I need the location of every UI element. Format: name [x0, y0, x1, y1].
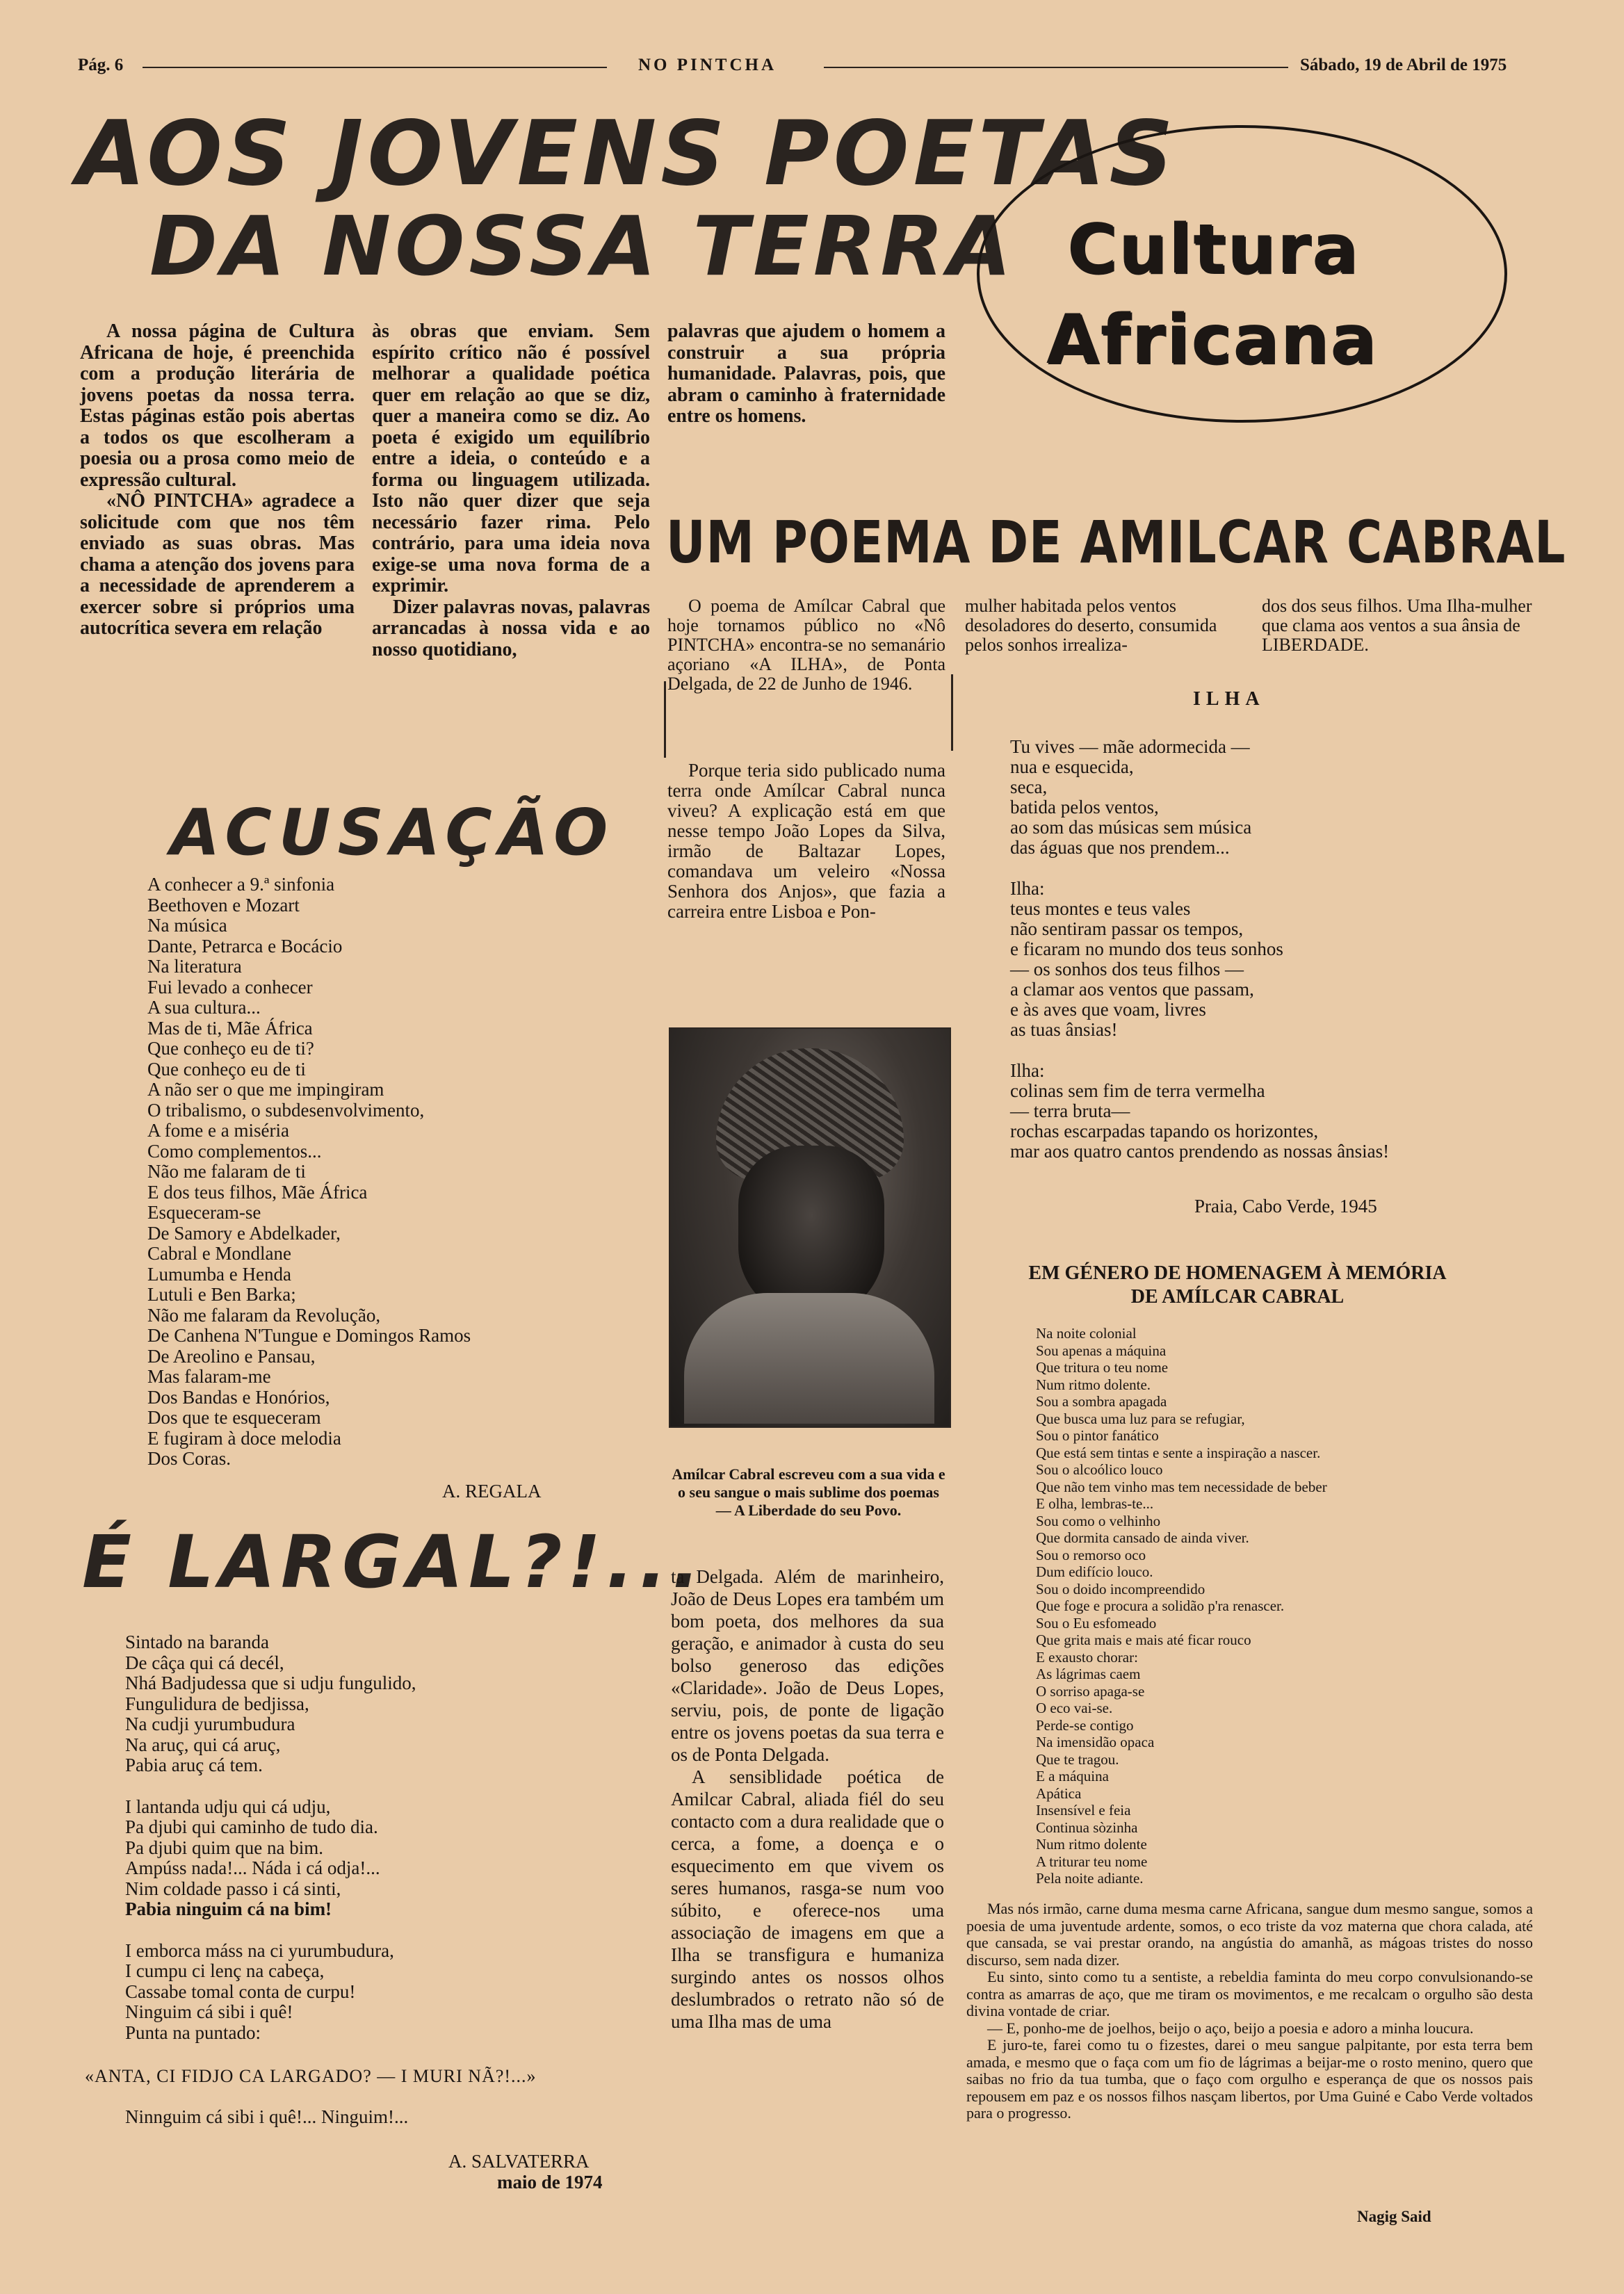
- poem-line: Lumumba e Henda: [147, 1263, 291, 1285]
- poem-line: Na música: [147, 915, 227, 936]
- poem-line: E a máquina: [1036, 1768, 1109, 1784]
- poem-line: A conhecer a 9.ª sinfonia: [147, 874, 335, 895]
- poem-line: Na literatura: [147, 956, 242, 977]
- intro-column-1: [80, 321, 355, 640]
- poem-line: Na cudji yurumbudura: [125, 1714, 295, 1734]
- poem-line: A triturar teu nome: [1036, 1853, 1148, 1870]
- poem-line: Dos que te esqueceram: [147, 1407, 321, 1428]
- poem-line: Apática: [1036, 1784, 1082, 1802]
- intro-paragraph: às obras que enviam. Sem espírito crítico não é possível melhorar a qualidade poética quer em relação ao que se diz, quer a maneira como se diz. Ao poeta é exigido um equilíbrio entre a ideia, o conteúdo e a forma ou linguagem utilizada. Isto não quer dizer que seja necessário fazer rima. Pelo contrário, para uma ideia nova exige-se uma nova forma de a exprimir.: [372, 320, 650, 596]
- poem-line: Perde-se contigo: [1036, 1716, 1134, 1734]
- poem-line: não sentiram passar os tempos,: [1010, 918, 1244, 939]
- poem-line: Que tritura o teu nome: [1036, 1359, 1169, 1376]
- issue-date: Sábado, 19 de Abril de 1975: [1300, 56, 1507, 74]
- poem-line: Insensível e feia: [1036, 1802, 1131, 1819]
- largal-author: A. SALVATERRA: [448, 2151, 590, 2172]
- poem-line: De Areolino e Pansau,: [147, 1345, 316, 1367]
- prose-paragraph: Eu sinto, sinto como tu a sentiste, a rebeldia faminta do meu corpo convulsionando-se contra as amarras de aço, que me tiram os movimentos, e me recalcam o orgulho são desta divina vontade de criar.: [966, 1968, 1533, 2019]
- poem-line: Que dormita cansado de ainda viver.: [1036, 1529, 1249, 1546]
- cabral-headline: UM POEMA DE AMILCAR CABRAL: [666, 508, 1566, 576]
- ilha-title: ILHA: [1193, 688, 1265, 710]
- poem-line: E dos teus filhos, Mãe África: [147, 1181, 368, 1203]
- poem-line: Ninguim cá sibi i quê!: [125, 2001, 293, 2022]
- photo-shirt: [684, 1293, 934, 1424]
- poem-line: Pa djubi quim que na bim.: [125, 1837, 323, 1858]
- culture-badge-line2: Africana: [1046, 300, 1378, 380]
- photo-caption: Amílcar Cabral escreveu com a sua vida e o seu sangue o mais sublime dos poemas — A Liberdade do seu Povo.: [672, 1465, 945, 1519]
- poem-line: Que foge e procura a solidão p'ra renascer.: [1036, 1597, 1285, 1614]
- poem-line: A sua cultura...: [147, 997, 261, 1018]
- poem-line: Ilha:: [1010, 1060, 1045, 1081]
- poem-line: Sou o pintor fanático: [1036, 1427, 1159, 1444]
- culture-badge-line1: Cultura: [1067, 210, 1360, 289]
- poem-line: Sou o doido incompreendido: [1036, 1580, 1205, 1597]
- poem-line: E fugiram à doce melodia: [147, 1427, 341, 1449]
- poem-line: E exausto chorar:: [1036, 1648, 1138, 1666]
- poem-line: O sorriso apaga-se: [1036, 1682, 1145, 1700]
- poem-line: Lutuli e Ben Barka;: [147, 1284, 296, 1305]
- acusacao-poem: [147, 875, 471, 1470]
- poem-line: Sou a sombra apagada: [1036, 1393, 1167, 1410]
- cabral-paragraph: mulher habitada pelos ventos desoladores do deserto, consumida pelos sonhos irrealiza-: [965, 596, 1217, 655]
- poem-line: Sou o remorso oco: [1036, 1546, 1146, 1563]
- poem-line: Na noite colonial: [1036, 1325, 1137, 1342]
- poem-line: Na imensidão opaca: [1036, 1734, 1155, 1750]
- homenagem-author: Nagig Said: [1357, 2208, 1431, 2225]
- ilha-place: Praia, Cabo Verde, 1945: [1194, 1196, 1377, 1217]
- poem-line: De Samory e Abdelkader,: [147, 1222, 341, 1244]
- poem-line: a clamar aos ventos que passam,: [1010, 979, 1254, 1000]
- poem-line: Fungulidura de bedjissa,: [125, 1693, 309, 1714]
- homenagem-title-line2: DE AMÍLCAR CABRAL: [1130, 1286, 1345, 1308]
- poem-line: Como complementos...: [147, 1140, 322, 1162]
- cabral-column-1-continued: [671, 1565, 944, 2033]
- poem-line: Pela noite adiante.: [1036, 1870, 1144, 1887]
- poem-line: I lantanda udju qui cá udju,: [125, 1796, 331, 1817]
- poem-line: — terra bruta—: [1010, 1100, 1130, 1121]
- poem-line: colinas sem fim de terra vermelha: [1010, 1080, 1265, 1101]
- acusacao-author: A. REGALA: [442, 1481, 542, 1502]
- amilcar-cabral-photo: [669, 1027, 951, 1428]
- poem-line: seca,: [1010, 776, 1048, 797]
- poem-line: Esqueceram-se: [147, 1202, 261, 1223]
- poem-line: Mas de ti, Mãe África: [147, 1017, 313, 1039]
- poem-line: As lágrimas caem: [1036, 1666, 1141, 1682]
- poem-line: Pa djubi qui caminho de tudo dia.: [125, 1816, 378, 1837]
- header-rule-left: [143, 67, 607, 68]
- poem-line: I emborca máss na ci yurumbudura,: [125, 1939, 394, 1961]
- cabral-column-3: [1262, 596, 1540, 655]
- cabral-paragraph: A sensiblidade poética de Amilcar Cabral, aliada fiél do seu contacto com a dura realidade que o cerca, a fome, a doença e o esquecimento em que vivem os seres humanos, rasga-se num voo súbito, e oferece-nos uma associação de imagens em que a Ilha se transfigura e humaniza surgindo antes os nossos olhos deslumbrados o retrato não só de uma Ilha mas de uma: [671, 1766, 944, 2032]
- poem-line: Sou apenas a máquina: [1036, 1342, 1167, 1359]
- poem-line: Sou o alcoólico louco: [1036, 1461, 1163, 1478]
- intro-paragraph: A nossa página de Cultura Africana de hoje, é preenchida com a produção literária de jovens poetas da nossa terra. Estas páginas estão pois abertas a todos os que escolheram a poesia ou a prosa como meio de expressão cultural.: [80, 320, 355, 491]
- poem-line: Dos Coras.: [147, 1448, 231, 1469]
- poem-line: Que grita mais e mais até ficar rouco: [1036, 1632, 1251, 1648]
- poem-line: Punta na puntado:: [125, 2022, 261, 2043]
- poem-line: De Canhena N'Tungue e Domingos Ramos: [147, 1325, 471, 1346]
- intro-paragraph: palavras que ajudem o homem a construir a sua própria humanidade. Palavras, pois, que abram o caminho à fraternidade entre os homens.: [667, 320, 945, 427]
- poem-line: ao som das músicas sem música: [1010, 817, 1252, 838]
- cabral-intro: [667, 596, 945, 694]
- homenagem-poem: [1036, 1325, 1327, 1887]
- poem-line: mar aos quatro cantos prendendo as nossas ânsias!: [1010, 1141, 1390, 1162]
- prose-paragraph: — E, ponho-me de joelhos, beijo o aço, beijo a poesia e adoro a minha loucura.: [987, 2019, 1474, 2037]
- acusacao-title: ACUSAÇÃO: [170, 795, 615, 870]
- poem-line: Nim coldade passo i cá sinti,: [125, 1878, 341, 1899]
- poem-line: — os sonhos dos teus filhos —: [1010, 959, 1244, 979]
- largal-quote: «ANTA, CI FIDJO CA LARGADO? — I MURI NÃ?!...»: [85, 2066, 537, 2086]
- poem-line: Pabia aruç cá tem.: [125, 1755, 263, 1775]
- poem-line: Dum edifício louco.: [1036, 1563, 1153, 1580]
- newspaper-name: NO PINTCHA: [638, 56, 777, 74]
- poem-line: Nhá Badjudessa que si udju fungulido,: [125, 1673, 416, 1693]
- poem-line: Fui levado a conhecer: [147, 976, 313, 998]
- poem-line: Não me falaram da Revolução,: [147, 1304, 381, 1326]
- poem-line: Ilha:: [1010, 878, 1045, 899]
- prose-paragraph: E juro-te, farei como tu o fizestes, darei o meu sangue palpitante, por esta terra bem amada, e mesmo que o faça com um fio de lágrimas a beijar-me o rosto menino, quero que saibas no frio da tua tumba, que o faço com orgulho e esperança de que os nossos pais repousem em paz e os nossos filhos nasçam libertos, por Uma Guiné e Cabo Verde voltados para o progresso.: [966, 2036, 1533, 2122]
- intro-column-3: [667, 321, 945, 428]
- poem-line: Dante, Petrarca e Bocácio: [147, 935, 343, 957]
- poem-line: Sintado na baranda: [125, 1632, 269, 1652]
- cabral-paragraph: O poema de Amílcar Cabral que hoje tornamos público no «Nô PINTCHA» encontra-se no semanário açoriano «A ILHA», de Ponta Delgada, de 22 de Junho de 1946.: [667, 596, 945, 694]
- largal-poem: [125, 1632, 416, 2043]
- poem-line: Num ritmo dolente: [1036, 1836, 1147, 1853]
- poem-line: Que está sem tintas e sente a inspiração a nascer.: [1036, 1444, 1321, 1461]
- poem-line: Que não tem vinho mas tem necessidade de beber: [1036, 1478, 1327, 1495]
- cabral-column-1: [667, 760, 945, 922]
- poem-line: Sou como o velhinho: [1036, 1512, 1161, 1529]
- poem-line: nua e esquecida,: [1010, 756, 1134, 777]
- intro-column-2: [372, 321, 650, 660]
- poem-line: das águas que nos prendem...: [1010, 837, 1230, 858]
- poem-line: Na aruç, qui cá aruç,: [125, 1734, 281, 1755]
- poem-line: Que conheço eu de ti: [147, 1058, 306, 1080]
- poem-line: De câça qui cá decél,: [125, 1652, 284, 1673]
- poem-line: O tribalismo, o subdesenvolvimento,: [147, 1099, 425, 1121]
- poem-line: Pabia ninguim cá na bim!: [125, 1898, 332, 1919]
- cabral-paragraph: dos dos seus filhos. Uma Ilha-mulher que clama aos ventos a sua ânsia de LIBERDADE.: [1262, 596, 1532, 655]
- poem-line: Sou o Eu esfomeado: [1036, 1614, 1157, 1632]
- poem-line: Cassabe tomal conta de curpu!: [125, 1980, 356, 2002]
- poem-line: Cabral e Mondlane: [147, 1243, 291, 1264]
- poem-line: A fome e a miséria: [147, 1120, 289, 1141]
- header-rule-right: [824, 67, 1288, 68]
- intro-paragraph: Dizer palavras novas, palavras arrancadas à nossa vida e ao nosso quotidiano,: [372, 596, 650, 660]
- poem-line: Mas falaram-me: [147, 1366, 271, 1387]
- page-number: Pág. 6: [78, 56, 124, 74]
- poem-line: Continua sòzinha: [1036, 1819, 1138, 1836]
- poem-line: e às aves que voam, livres: [1010, 999, 1206, 1020]
- largal-date: maio de 1974: [497, 2172, 603, 2193]
- cabral-paragraph: ta Delgada. Além de marinheiro, João de Deus Lopes era também um bom poeta, dos melhores da sua geração, e animador à custa do seu bolso generoso das edições «Claridade». João de Deus Lopes, serviu, pois, de ponte de ligação entre os jovens poetas da sua terra e os de Ponta Delgada.: [671, 1566, 944, 1765]
- poem-line: e ficaram no mundo dos teus sonhos: [1010, 938, 1283, 959]
- poem-line: A não ser o que me impingiram: [147, 1079, 384, 1100]
- poem-line: rochas escarpadas tapando os horizontes,: [1010, 1121, 1319, 1141]
- largal-last-line: Ninnguim cá sibi i quê!... Ninguim!...: [125, 2106, 409, 2127]
- poem-line: Num ritmo dolente.: [1036, 1376, 1151, 1393]
- largal-title: É LARGAL?!...: [82, 1520, 706, 1604]
- cabral-intro-bracket: [951, 674, 953, 751]
- poem-line: teus montes e teus vales: [1010, 898, 1191, 919]
- homenagem-title-line1: EM GÉNERO DE HOMENAGEM À MEMÓRIA: [1028, 1262, 1447, 1284]
- cabral-intro-bracket: [664, 681, 666, 758]
- poem-line: Ampúss nada!... Náda i cá odja!...: [125, 1857, 380, 1878]
- poem-line: Que te tragou.: [1036, 1750, 1119, 1768]
- intro-paragraph: «NÔ PINTCHA» agradece a solicitude com que nos têm enviado as suas obras. Mas chama a atenção dos jovens para a necessidade de aprenderem a exercer sobre si próprios uma autocrítica severa em relação: [80, 490, 355, 639]
- poem-line: Dos Bandas e Honórios,: [147, 1386, 330, 1408]
- poem-line: Beethoven e Mozart: [147, 894, 300, 916]
- main-headline-line1: AOS JOVENS POETAS: [76, 102, 1178, 206]
- poem-line: as tuas ânsias!: [1010, 1019, 1118, 1040]
- ilha-poem: [1010, 737, 1389, 1162]
- poem-line: I cumpu ci lenç na cabeça,: [125, 1960, 325, 1981]
- poem-line: O eco vai-se.: [1036, 1700, 1113, 1716]
- poem-line: Que busca uma luz para se refugiar,: [1036, 1410, 1245, 1427]
- poem-line: Que conheço eu de ti?: [147, 1038, 314, 1059]
- homenagem-prose: [966, 1901, 1533, 2122]
- poem-line: Tu vives — mãe adormecida —: [1010, 736, 1250, 757]
- main-headline-line2: DA NOSSA TERRA: [149, 198, 1016, 294]
- poem-line: E olha, lembras-te...: [1036, 1495, 1154, 1512]
- poem-line: Não me falaram de ti: [147, 1161, 306, 1182]
- cabral-column-2: [965, 596, 1243, 655]
- cabral-paragraph: Porque teria sido publicado numa terra onde Amílcar Cabral nunca viveu? A explicação está em que nesse tempo João Lopes da Silva, irmão de Baltazar Lopes, comandava um veleiro «Nossa Senhora dos Anjos», que fazia a carreira entre Lisboa e Pon-: [667, 760, 945, 922]
- poem-line: batida pelos ventos,: [1010, 797, 1159, 817]
- prose-paragraph: Mas nós irmão, carne duma mesma carne Africana, sangue dum mesmo sangue, somos a poesia de uma juventude ardente, somos, o eco triste da voz materna que chora calada, até que cansada, se vai prestar orando, na angústia do amanhã, as mágoas tristes do nosso discurso, sem nada dizer.: [966, 1900, 1533, 1969]
